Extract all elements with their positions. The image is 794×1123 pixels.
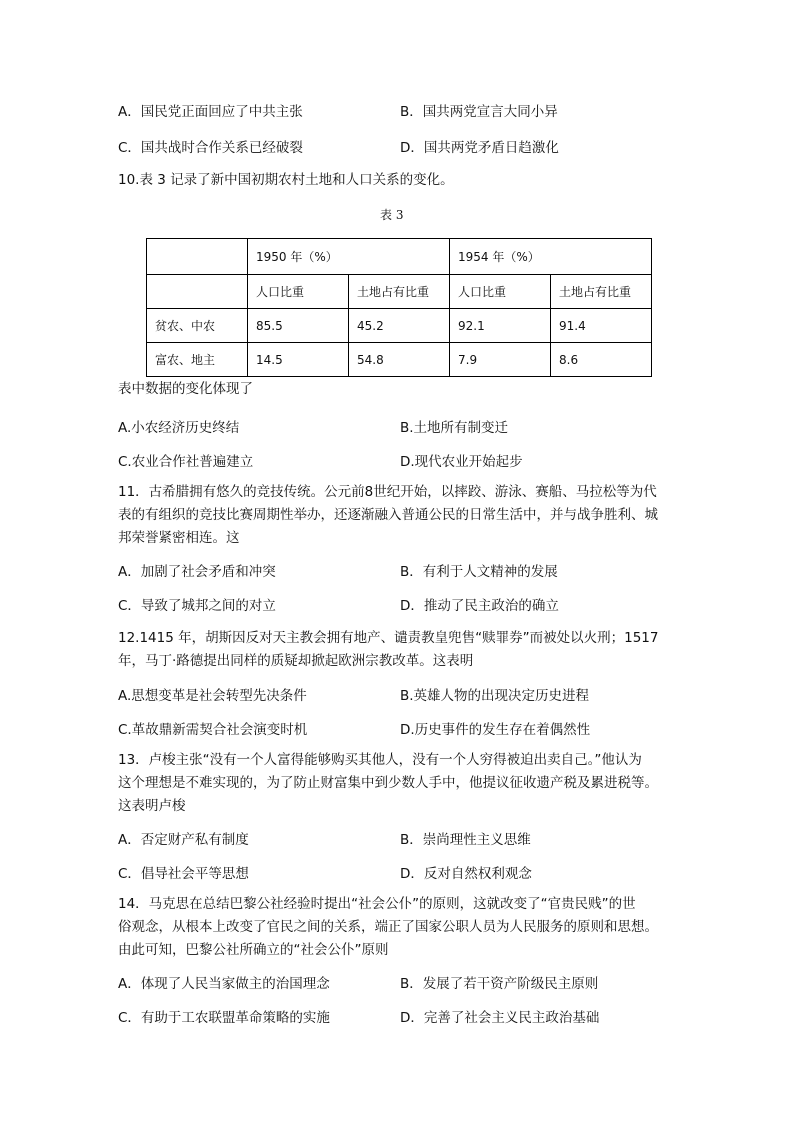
q14-option-d: D．完善了社会主义民主政治基础 — [400, 1010, 600, 1026]
row-label: 贫农、中农 — [147, 309, 248, 343]
table-corner-cell — [147, 239, 248, 275]
q9-option-b: B．国共两党宣言大同小异 — [400, 104, 558, 120]
q13-stem-line-2: 这个理想是不难实现的，为了防止财富集中到少数人手中，他提议征收遗产税及累进税等。 — [118, 775, 658, 791]
q12-option-c: C.革故鼎新需契合社会演变时机 — [118, 722, 308, 738]
table-cell: 7.9 — [450, 343, 551, 377]
table-cell: 91.4 — [551, 309, 652, 343]
q12-option-b: B.英雄人物的出现决定历史进程 — [400, 688, 590, 704]
table-cell: 45.2 — [349, 309, 450, 343]
q9-option-d: D．国共两党矛盾日趋激化 — [400, 140, 559, 156]
q10-question: 表中数据的变化体现了 — [118, 381, 253, 397]
subheader-pop-1954: 人口比重 — [450, 275, 551, 309]
q14-option-c: C．有助于工农联盟革命策略的实施 — [118, 1010, 330, 1026]
q12-stem-line-2: 年，马丁·路德提出同样的质疑却掀起欧洲宗教改革。这表明 — [118, 653, 474, 669]
table-cell: 14.5 — [248, 343, 349, 377]
header-1954: 1954 年（%） — [450, 239, 652, 275]
q10-option-a: A.小农经济历史终结 — [118, 420, 240, 436]
subheader-land-1954: 土地占有比重 — [551, 275, 652, 309]
q14-option-b: B．发展了若干资产阶级民主原则 — [400, 976, 599, 992]
table-cell: 54.8 — [349, 343, 450, 377]
q10-option-d: D.现代农业开始起步 — [400, 454, 523, 470]
q10-stem: 10.表 3 记录了新中国初期农村土地和人口关系的变化。 — [118, 172, 454, 188]
q9-option-c: C．国共战时合作关系已经破裂 — [118, 140, 303, 156]
table-cell: 92.1 — [450, 309, 551, 343]
q13-option-d: D．反对自然权利观念 — [400, 866, 532, 882]
table-cell: 85.5 — [248, 309, 349, 343]
q9-option-a: A．国民党正面回应了中共主张 — [118, 104, 303, 120]
q11-option-d: D．推动了民主政治的确立 — [400, 598, 559, 614]
q14-stem-line-3: 由此可知，巴黎公社所确立的“社会公仆”原则 — [118, 942, 389, 958]
row-label: 富农、地主 — [147, 343, 248, 377]
q12-stem-line-1: 12.1415 年，胡斯因反对天主教会拥有地产、谴责教皇兜售“赎罪券”而被处以火刑；1517 — [118, 630, 659, 646]
data-table — [146, 238, 652, 377]
table-row — [147, 343, 652, 377]
q14-stem-line-1: 14．马克思在总结巴黎公社经验时提出“社会公仆”的原则，这就改变了“官贵民贱”的世 — [118, 896, 636, 912]
q12-option-d: D.历史事件的发生存在着偶然性 — [400, 722, 591, 738]
q13-option-a: A．否定财产私有制度 — [118, 832, 249, 848]
subheader-pop-1950: 人口比重 — [248, 275, 349, 309]
q14-stem-line-2: 俗观念，从根本上改变了官民之间的关系，端正了国家公职人员为人民服务的原则和思想。 — [118, 919, 658, 935]
q11-option-c: C．导致了城邦之间的对立 — [118, 598, 276, 614]
subheader-land-1950: 土地占有比重 — [349, 275, 450, 309]
q10-option-c: C.农业合作社普遍建立 — [118, 454, 254, 470]
q13-stem-line-1: 13．卢梭主张“没有一个人富得能够购买其他人，没有一个人穷得被迫出卖自己。”他认为 — [118, 752, 642, 768]
q11-option-b: B．有利于人文精神的发展 — [400, 564, 558, 580]
q11-stem-line-3: 邦荣誉紧密相连。这 — [118, 530, 240, 546]
table-caption: 表 3 — [380, 208, 404, 222]
q12-option-a: A.思想变革是社会转型先决条件 — [118, 688, 307, 704]
q11-option-a: A．加剧了社会矛盾和冲突 — [118, 564, 276, 580]
q13-option-c: C．倡导社会平等思想 — [118, 866, 249, 882]
q10-option-b: B.土地所有制变迁 — [400, 420, 509, 436]
q11-stem-line-1: 11．古希腊拥有悠久的竞技传统。公元前8世纪开始，以摔跤、游泳、赛船、马拉松等为代 — [118, 484, 657, 500]
table-row — [147, 309, 652, 343]
q14-option-a: A．体现了人民当家做主的治国理念 — [118, 976, 330, 992]
q13-stem-line-3: 这表明卢梭 — [118, 798, 186, 814]
table-corner-cell — [147, 275, 248, 309]
header-1950: 1950 年（%） — [248, 239, 450, 275]
q11-stem-line-2: 表的有组织的竞技比赛周期性举办，还逐渐融入普通公民的日常生活中，并与战争胜利、城 — [118, 507, 658, 523]
table-cell: 8.6 — [551, 343, 652, 377]
q13-option-b: B．崇尚理性主义思维 — [400, 832, 531, 848]
